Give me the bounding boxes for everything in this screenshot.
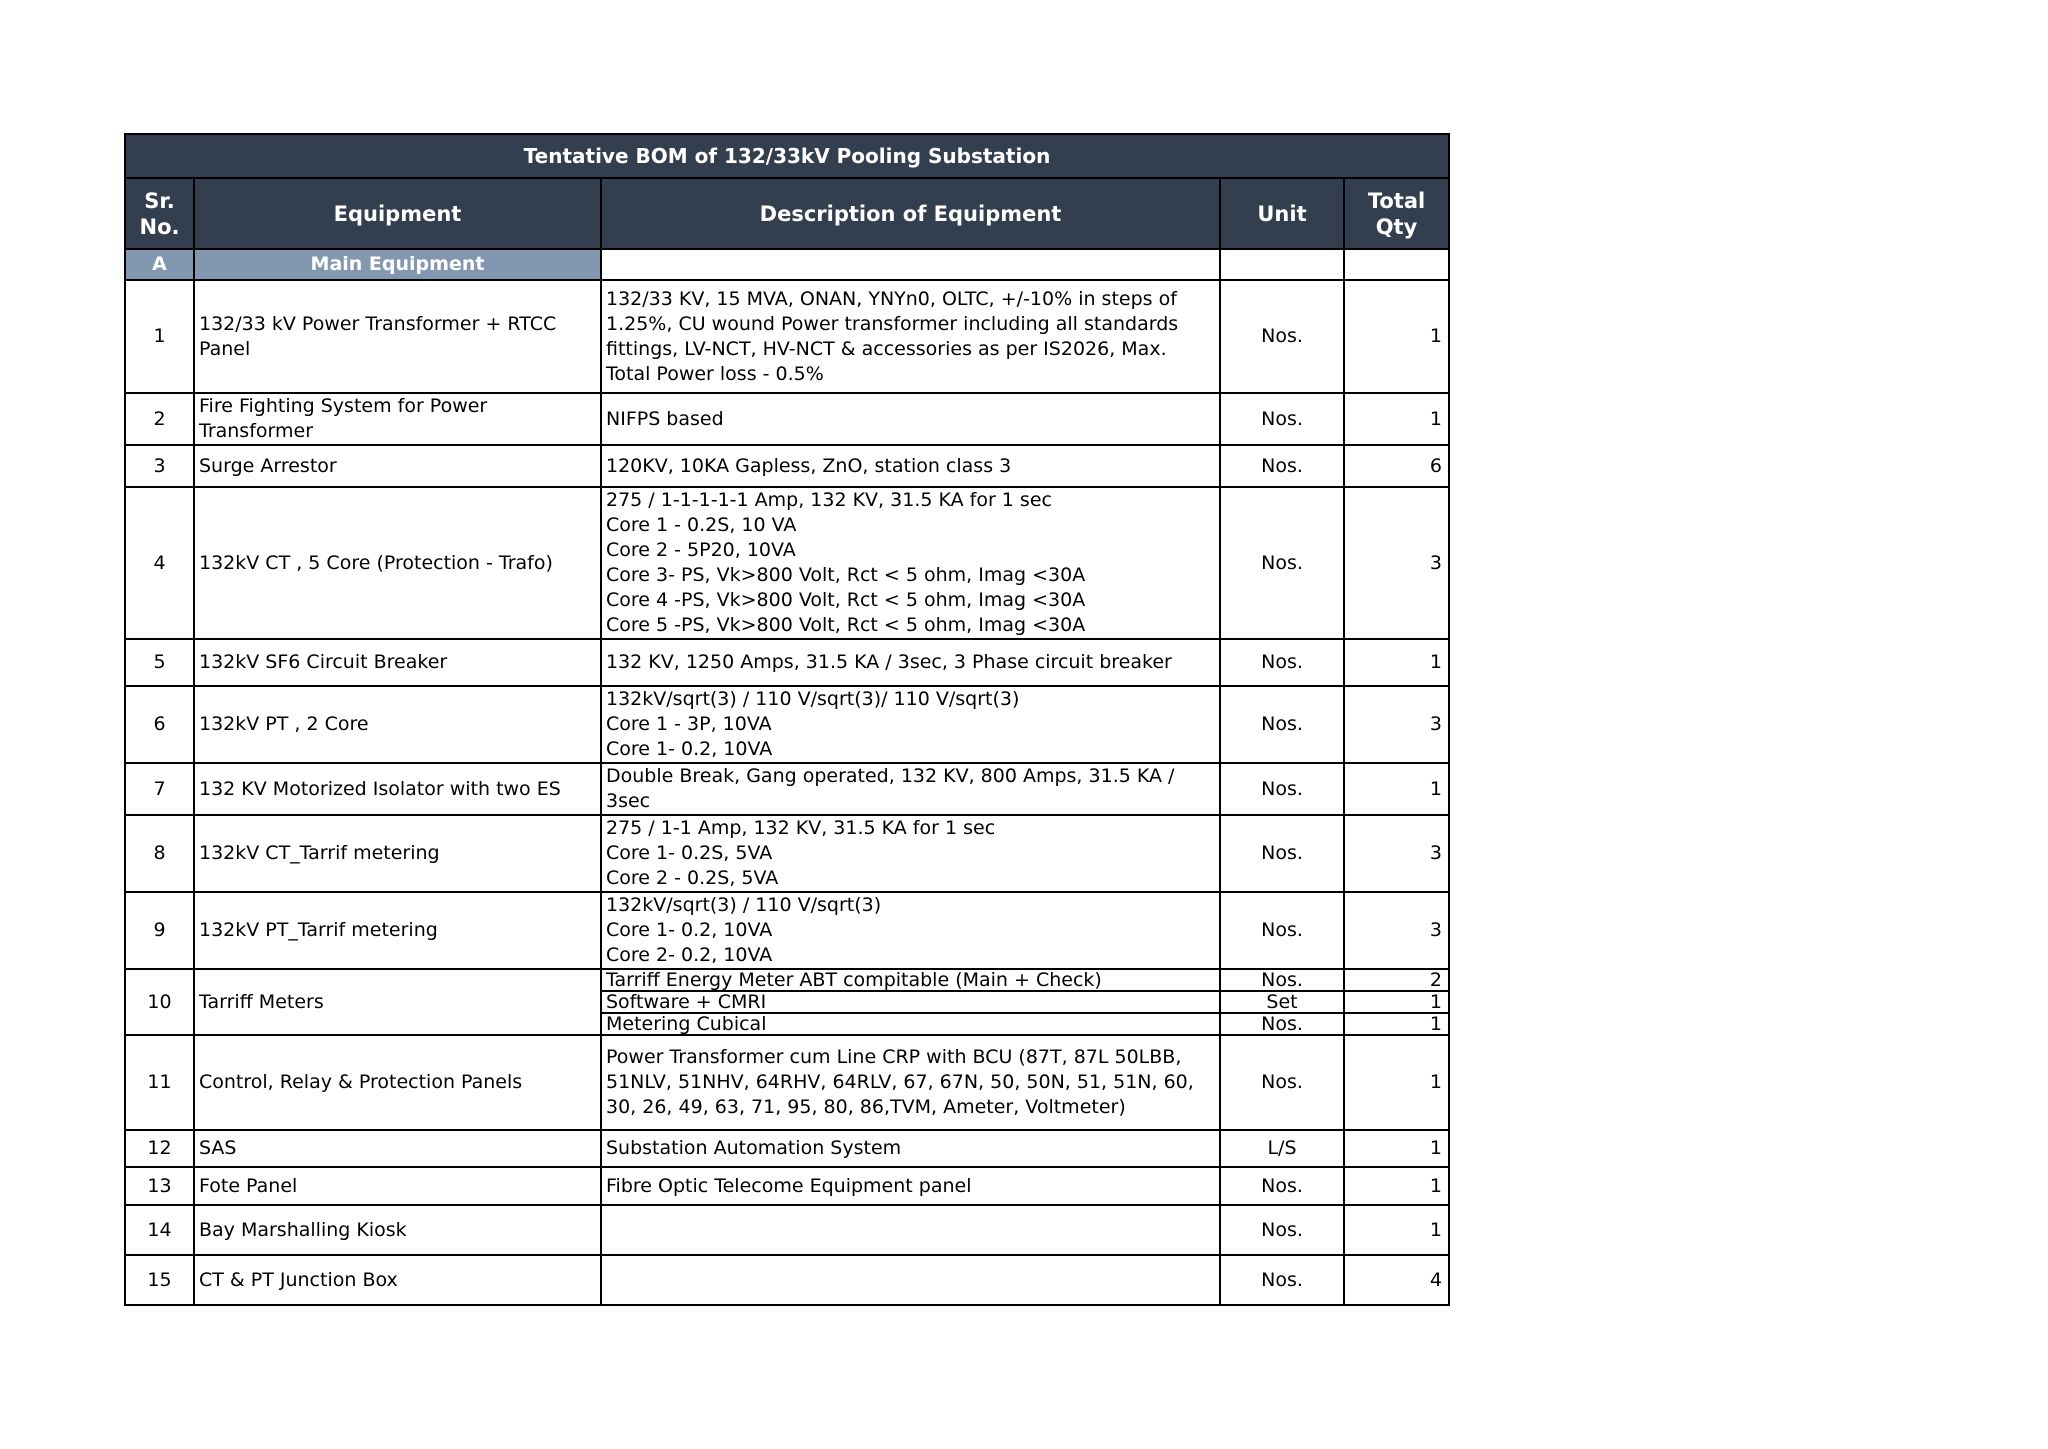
- header-row: [125, 178, 1449, 249]
- table-row: [125, 639, 1449, 686]
- table-row: [125, 1130, 1449, 1167]
- section-empty-cell: [1344, 249, 1449, 280]
- section-title: Main Equipment: [194, 249, 601, 280]
- unit-cell: Nos.: [1220, 445, 1344, 487]
- qty-cell: 1: [1344, 1167, 1449, 1205]
- equipment-cell: 132kV CT , 5 Core (Protection - Trafo): [194, 487, 601, 639]
- description-cell: Power Transformer cum Line CRP with BCU (87T, 87L 50LBB, 51NLV, 51NHV, 64RHV, 64RLV, 67, 67N, 50, 50N, 51, 51N, 60, 30, 26, 49, 63, 71, 95, 80, 86,TVM, Ameter, Voltmeter): [601, 1035, 1220, 1130]
- unit-cell: Nos.: [1220, 969, 1344, 991]
- qty-cell: 1: [1344, 991, 1449, 1013]
- qty-cell: 1: [1344, 763, 1449, 815]
- equipment-cell: 132 KV Motorized Isolator with two ES: [194, 763, 601, 815]
- table-row: [125, 1167, 1449, 1205]
- qty-cell: 1: [1344, 639, 1449, 686]
- table-title: Tentative BOM of 132/33kV Pooling Substation: [125, 134, 1449, 178]
- header-equipment: Equipment: [194, 178, 601, 249]
- header-total-qty: Total Qty: [1344, 178, 1449, 249]
- table-row: [125, 686, 1449, 763]
- description-cell: 132kV/sqrt(3) / 110 V/sqrt(3) Core 1- 0.2, 10VA Core 2- 0.2, 10VA: [601, 892, 1220, 969]
- unit-cell: Nos.: [1220, 1255, 1344, 1305]
- sr-no-cell: 1: [125, 280, 194, 393]
- qty-cell: 1: [1344, 1013, 1449, 1035]
- sr-no-cell: 9: [125, 892, 194, 969]
- sr-no-cell: 8: [125, 815, 194, 892]
- sr-no-cell: 13: [125, 1167, 194, 1205]
- qty-cell: 3: [1344, 487, 1449, 639]
- description-cell: Tarriff Energy Meter ABT compitable (Main + Check): [601, 969, 1220, 991]
- description-cell: Software + CMRI: [601, 991, 1220, 1013]
- equipment-cell: 132/33 kV Power Transformer + RTCC Panel: [194, 280, 601, 393]
- table-row: [125, 763, 1449, 815]
- description-cell: NIFPS based: [601, 393, 1220, 445]
- qty-cell: 6: [1344, 445, 1449, 487]
- sr-no-cell: 6: [125, 686, 194, 763]
- unit-cell: Nos.: [1220, 815, 1344, 892]
- description-cell: 132 KV, 1250 Amps, 31.5 KA / 3sec, 3 Phase circuit breaker: [601, 639, 1220, 686]
- equipment-cell: 132kV PT , 2 Core: [194, 686, 601, 763]
- table-row: [125, 487, 1449, 639]
- table-row: [125, 892, 1449, 969]
- unit-cell: Nos.: [1220, 1205, 1344, 1255]
- description-cell: Substation Automation System: [601, 1130, 1220, 1167]
- sr-no-cell: 2: [125, 393, 194, 445]
- table-row: [125, 815, 1449, 892]
- equipment-cell: Control, Relay & Protection Panels: [194, 1035, 601, 1130]
- description-cell: 275 / 1-1 Amp, 132 KV, 31.5 KA for 1 sec Core 1- 0.2S, 5VA Core 2 - 0.2S, 5VA: [601, 815, 1220, 892]
- header-unit: Unit: [1220, 178, 1344, 249]
- equipment-cell: Fote Panel: [194, 1167, 601, 1205]
- sr-no-cell: 10: [125, 969, 194, 1035]
- equipment-cell: CT & PT Junction Box: [194, 1255, 601, 1305]
- qty-cell: 1: [1344, 1205, 1449, 1255]
- qty-cell: 2: [1344, 969, 1449, 991]
- qty-cell: 3: [1344, 686, 1449, 763]
- table-row: [125, 969, 1449, 991]
- description-cell: [601, 1205, 1220, 1255]
- unit-cell: Nos.: [1220, 686, 1344, 763]
- unit-cell: Set: [1220, 991, 1344, 1013]
- equipment-cell: Bay Marshalling Kiosk: [194, 1205, 601, 1255]
- qty-cell: 3: [1344, 892, 1449, 969]
- description-cell: Metering Cubical: [601, 1013, 1220, 1035]
- header-description: Description of Equipment: [601, 178, 1220, 249]
- qty-cell: 4: [1344, 1255, 1449, 1305]
- unit-cell: Nos.: [1220, 280, 1344, 393]
- equipment-cell: Fire Fighting System for Power Transformer: [194, 393, 601, 445]
- unit-cell: Nos.: [1220, 1167, 1344, 1205]
- qty-cell: 3: [1344, 815, 1449, 892]
- table-row: [125, 1255, 1449, 1305]
- unit-cell: Nos.: [1220, 763, 1344, 815]
- equipment-cell: SAS: [194, 1130, 601, 1167]
- unit-cell: Nos.: [1220, 393, 1344, 445]
- sr-no-cell: 4: [125, 487, 194, 639]
- equipment-cell: Surge Arrestor: [194, 445, 601, 487]
- qty-cell: 1: [1344, 1035, 1449, 1130]
- unit-cell: Nos.: [1220, 1035, 1344, 1130]
- unit-cell: Nos.: [1220, 1013, 1344, 1035]
- section-code: A: [125, 249, 194, 280]
- sr-no-cell: 14: [125, 1205, 194, 1255]
- description-cell: [601, 1255, 1220, 1305]
- sr-no-cell: 12: [125, 1130, 194, 1167]
- sr-no-cell: 3: [125, 445, 194, 487]
- equipment-cell: 132kV CT_Tarrif metering: [194, 815, 601, 892]
- unit-cell: L/S: [1220, 1130, 1344, 1167]
- header-sr-no: Sr. No.: [125, 178, 194, 249]
- table-row: [125, 1205, 1449, 1255]
- description-cell: Double Break, Gang operated, 132 KV, 800 Amps, 31.5 KA / 3sec: [601, 763, 1220, 815]
- sr-no-cell: 7: [125, 763, 194, 815]
- qty-cell: 1: [1344, 1130, 1449, 1167]
- qty-cell: 1: [1344, 280, 1449, 393]
- description-cell: 275 / 1-1-1-1-1 Amp, 132 KV, 31.5 KA for 1 sec Core 1 - 0.2S, 10 VA Core 2 - 5P20, 10VA Core 3- PS, Vk>800 Volt, Rct < 5 ohm, Imag <30A Core 4 -PS, Vk>800 Volt, Rct < 5 ohm, Imag <30A Core 5 -PS, Vk>800 Volt, Rct < 5 ohm, Imag <30A: [601, 487, 1220, 639]
- section-empty-cell: [1220, 249, 1344, 280]
- description-cell: 120KV, 10KA Gapless, ZnO, station class 3: [601, 445, 1220, 487]
- unit-cell: Nos.: [1220, 487, 1344, 639]
- equipment-cell: 132kV PT_Tarrif metering: [194, 892, 601, 969]
- section-row: [125, 249, 1449, 280]
- description-cell: 132kV/sqrt(3) / 110 V/sqrt(3)/ 110 V/sqrt(3) Core 1 - 3P, 10VA Core 1- 0.2, 10VA: [601, 686, 1220, 763]
- equipment-cell: Tarriff Meters: [194, 969, 601, 1035]
- description-cell: Fibre Optic Telecome Equipment panel: [601, 1167, 1220, 1205]
- unit-cell: Nos.: [1220, 639, 1344, 686]
- description-cell: 132/33 KV, 15 MVA, ONAN, YNYn0, OLTC, +/-10% in steps of 1.25%, CU wound Power transformer including all standards fittings, LV-NCT, HV-NCT & accessories as per IS2026, Max. Total Power loss - 0.5%: [601, 280, 1220, 393]
- table-row: [125, 280, 1449, 393]
- title-row: [125, 134, 1449, 178]
- table-row: [125, 1035, 1449, 1130]
- table-row: [125, 393, 1449, 445]
- qty-cell: 1: [1344, 393, 1449, 445]
- section-empty-cell: [601, 249, 1220, 280]
- table-row: [125, 445, 1449, 487]
- bom-table: [124, 133, 1450, 1306]
- sr-no-cell: 11: [125, 1035, 194, 1130]
- equipment-cell: 132kV SF6 Circuit Breaker: [194, 639, 601, 686]
- unit-cell: Nos.: [1220, 892, 1344, 969]
- sr-no-cell: 15: [125, 1255, 194, 1305]
- sr-no-cell: 5: [125, 639, 194, 686]
